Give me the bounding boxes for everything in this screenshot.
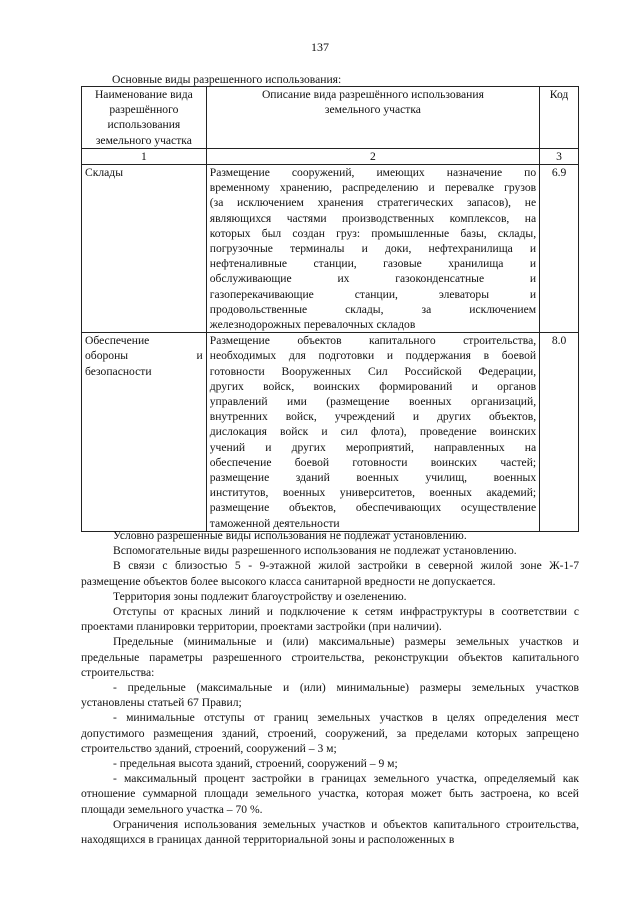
list-item: - предельная высота зданий, строений, сооружений – 9 м; <box>113 757 398 771</box>
paragraph: Территория зоны подлежит благоустройству и озеленению. <box>113 589 407 603</box>
desc-line: железнодорожных перевалочных складов <box>209 318 416 332</box>
column-number: 3 <box>540 148 579 164</box>
column-number-row <box>82 148 579 164</box>
table-row <box>82 333 579 532</box>
name-line: Склады <box>85 166 123 180</box>
list-item: - максимальный процент застройки в границах земельного участка, определяемый как отношение суммарной площади земельного участка, которая может быть застроена, ко всей площади земельного участка – 70 %. <box>81 772 579 816</box>
use-code: 6.9 <box>540 165 579 333</box>
header-line: Наименование вида <box>94 88 193 101</box>
header-description <box>206 87 539 149</box>
use-code: 8.0 <box>540 333 579 532</box>
desc-line: погрузочные терминалы и доки, нефтехранилища и <box>209 242 537 256</box>
desc-line: которых был создан груз: промышленные базы, склады, <box>209 226 537 240</box>
page-number: 137 <box>311 40 329 54</box>
use-description <box>206 333 539 532</box>
paragraph: В связи с близостью 5 - 9-этажной жилой застройки в северной жилой зоне Ж-1-7 размещение объектов более высокого класса санитарной вредности не допускается. <box>81 559 579 588</box>
name-line: безопасности <box>85 364 152 378</box>
table-row <box>82 165 579 333</box>
desc-line: управлений ими (размещение военных организаций, <box>209 395 537 409</box>
desc-line: Размещение объектов капитального строительства, <box>209 334 537 348</box>
paragraph: Предельные (минимальные и (или) максимальные) размеры земельных участков и предельные параметры разрешенного строительства, реконструкции объектов капитального строительства: <box>81 635 579 679</box>
body-text <box>81 528 579 847</box>
name-line: Обеспечение <box>85 334 150 348</box>
header-line: разрешённого <box>109 103 179 117</box>
desc-line: учений и других мероприятий, направленных на <box>209 440 537 454</box>
table-caption: Основные виды разрешенного использования: <box>112 73 342 86</box>
column-number: 2 <box>206 148 539 164</box>
column-number: 1 <box>82 148 207 164</box>
use-description <box>206 165 539 333</box>
permitted-uses-table <box>81 86 579 532</box>
paragraph: Ограничения использования земельных участков и объектов капитального строительства, находящихся в границах данной территориальной зоны и расположенных в <box>81 817 579 847</box>
list-item: - предельные (максимальные и (или) минимальные) размеры земельных участков установлены статьей 67 Правил; <box>81 681 579 710</box>
header-line: земельного участка <box>324 103 421 117</box>
list-item: - минимальные отступы от границ земельных участков в целях определения мест допустимого размещения зданий, строений, сооружений, за пределами которых запрещено строительство зданий, строений, сооружений – 3 м; <box>81 711 579 755</box>
desc-line: газоперекачивающие станции, элеваторы и <box>209 287 537 301</box>
paragraph: Вспомогательные виды разрешенного использования не подлежат установлению. <box>113 544 517 558</box>
desc-line: являющихся частями производственных комплексов, на <box>209 211 537 225</box>
desc-line: внутренних войск, учреждений и других объектов, <box>209 410 537 424</box>
header-line: земельного участка <box>95 133 192 147</box>
desc-line: размещение объектов, обеспечивающих осуществление <box>209 501 537 515</box>
header-name <box>82 87 207 149</box>
desc-line: необходимых для подготовки и поддержания в боевой <box>209 349 537 363</box>
desc-line: обеспечение боевой готовности воинских частей; <box>209 455 537 469</box>
table-header-row <box>82 87 579 149</box>
desc-line: временному хранению, распределению и перевалке грузов <box>209 181 537 195</box>
desc-line: готовности Вооруженных Сил Российской Федерации, <box>209 364 537 378</box>
desc-line: нефтеналивные станции, газовые хранилища и <box>209 257 537 271</box>
paragraph: Условно разрешенные виды использования не подлежат установлению. <box>113 529 467 542</box>
use-name <box>82 165 207 333</box>
header-code <box>540 87 579 149</box>
desc-line: размещение зданий военных училищ, военных <box>209 471 537 485</box>
desc-line: дислокация войск и сил флота), проведение воинских <box>209 425 537 439</box>
desc-line: других войск, воинских формирований и органов <box>209 379 537 393</box>
name-line: обороны и <box>85 349 203 363</box>
header-line: Описание вида разрешённого использования <box>261 88 484 101</box>
header-line: использования <box>107 118 181 132</box>
desc-line: таможенной деятельности <box>209 516 340 530</box>
paragraph: Отступы от красных линий и подключение к сетям инфраструктуры в соответствии с проектами планировки территории, проектами застройки (при наличии). <box>81 605 579 634</box>
header-line: Код <box>549 88 569 101</box>
desc-line: Размещение сооружений, имеющих назначение по <box>209 166 537 180</box>
desc-line: (за исключением хранения стратегических запасов), не <box>209 196 537 210</box>
desc-line: продовольственные склады, за исключением <box>209 302 537 316</box>
desc-line: институтов, военных университетов, военных академий; <box>209 486 537 500</box>
use-name <box>82 333 207 532</box>
desc-line: обслуживающие их газоконденсатные и <box>209 272 537 286</box>
